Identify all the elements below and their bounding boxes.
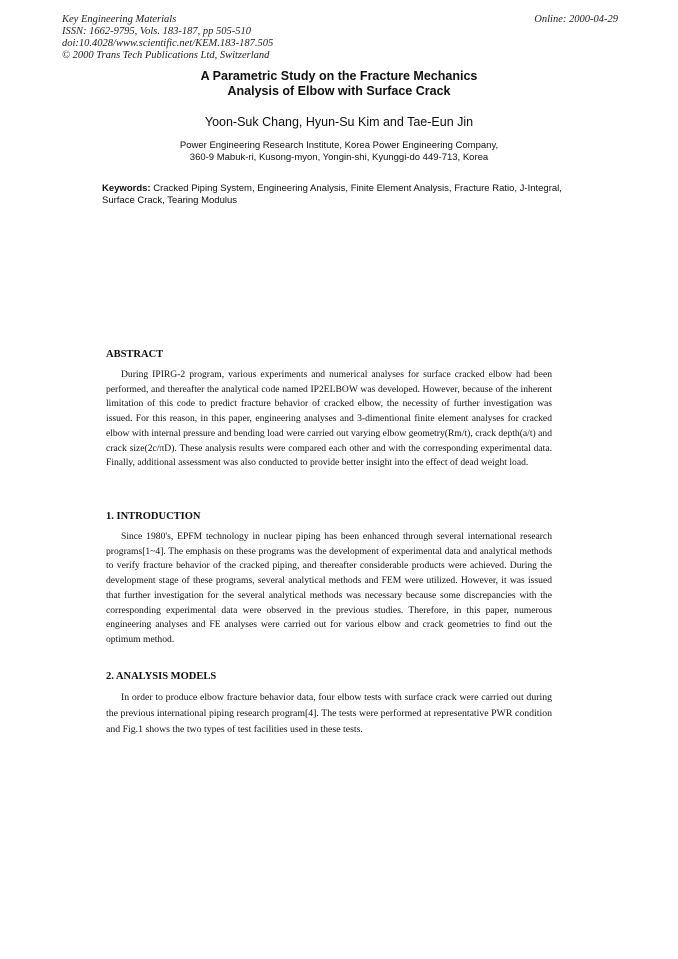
analysis-models-section: [106, 671, 552, 738]
introduction-body: Since 1980's, EPFM technology in nuclear piping has been enhanced through several international research programs[1~4]. The emphasis on these programs was the development of experimental data and analytical methods to verify fracture behavior of the cracked piping, and thereafter considerable products were achieved. During the development stage of these programs, several analytical methods and FEM were utilized. However, it was issued that further investigation for the several analytical methods was necessary because some discrepancies with the corresponding experimental data were observed in the previous studies. Therefore, in this paper, numerous engineering analyses and FE analyses were carried out for various elbow and crack geometries to find out the optimum method.: [106, 531, 552, 645]
title-line-2: Analysis of Elbow with Surface Crack: [227, 84, 451, 98]
keywords: [102, 183, 572, 207]
paper-title: [0, 69, 678, 99]
abstract-body: During IPIRG-2 program, various experiments and numerical analyses for surface cracked elbow had been performed, and thereafter the analytical code named IP2ELBOW was developed. However, because of the inherent limitation of this code to predict fracture behavior of cracked elbow, the necessity of further investigation was issued. For this reason, in this paper, engineering analyses and 3-dimentional finite element analyses for cracked elbow with internal pressure and bending load were carried out varying elbow geometry(Rm/t), crack depth(a/t) and crack size(2c/πD). These analysis results were compared each other and with the corresponding experimental data. Finally, additional assessment was also conducted to provide better insight into the effect of dead weight load.: [106, 369, 552, 469]
issn-line: ISSN: 1662-9795, Vols. 183-187, pp 505-510: [62, 26, 251, 37]
affiliation-line-1: Power Engineering Research Institute, Korea Power Engineering Company,: [179, 140, 499, 151]
analysis-models-heading: 2. ANALYSIS MODELS: [106, 671, 217, 682]
keywords-text: Cracked Piping System, Engineering Analysis, Finite Element Analysis, Fracture Ratio, J-Integral, Surface Crack, Tearing Modulus: [102, 183, 562, 206]
online-date: Online: 2000-04-29: [534, 14, 618, 25]
abstract-heading: ABSTRACT: [106, 349, 164, 360]
publication-info: [62, 14, 618, 62]
introduction-section: [106, 511, 552, 648]
title-line-1: A Parametric Study on the Fracture Mechanics: [200, 69, 478, 83]
copyright-line: © 2000 Trans Tech Publications Ltd, Switzerland: [62, 50, 270, 61]
author-list: Yoon-Suk Chang, Hyun-Su Kim and Tae-Eun Jin: [204, 115, 474, 129]
affiliation-line-2: 360-9 Mabuk-ri, Kusong-myon, Yongin-shi, Kyunggi-do 449-713, Korea: [189, 152, 489, 163]
introduction-heading: 1. INTRODUCTION: [106, 511, 201, 522]
keywords-label: Keywords:: [102, 183, 151, 194]
journal-name: Key Engineering Materials: [62, 14, 177, 25]
affiliation: [0, 140, 678, 164]
analysis-models-body: In order to produce elbow fracture behavior data, four elbow tests with surface crack were carried out during the previous international piping research program[4]. The tests were performed at representative PWR condition and Fig.1 shows the two types of test facilities used in these tests.: [106, 692, 552, 735]
doi-line: doi:10.4028/www.scientific.net/KEM.183-187.505: [62, 38, 274, 49]
abstract-section: [106, 349, 552, 471]
